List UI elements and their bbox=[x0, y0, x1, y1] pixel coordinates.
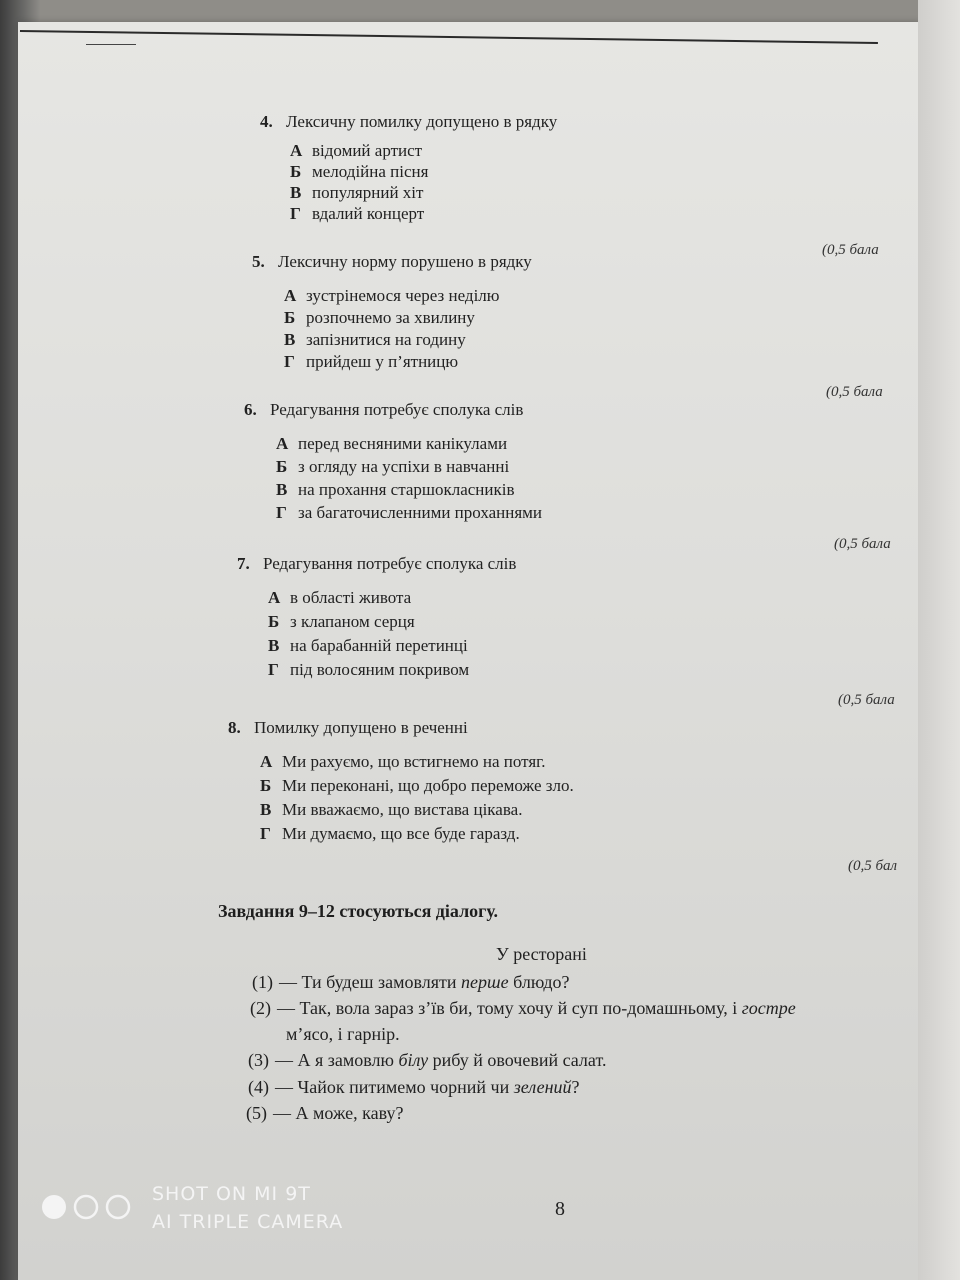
option-text: Ми вважаємо, що вистава цікава. bbox=[282, 800, 523, 819]
option-letter: В bbox=[290, 183, 302, 202]
answer-option bbox=[260, 800, 522, 820]
question-7 bbox=[237, 554, 516, 574]
answer-option bbox=[284, 330, 466, 350]
dialogue-text: ? bbox=[571, 1077, 580, 1097]
top-rule-short bbox=[86, 44, 136, 45]
answer-option bbox=[290, 204, 424, 224]
option-text: прийдеш у п’ятницю bbox=[306, 352, 459, 371]
option-text: з клапаном серця bbox=[290, 612, 415, 631]
page-number: 8 bbox=[555, 1198, 565, 1220]
dialogue-text: — Чайок питимемо чорний чи bbox=[275, 1077, 514, 1097]
dialogue-text: білу bbox=[398, 1050, 429, 1070]
question-number: 7. bbox=[237, 554, 250, 573]
option-letter: Б bbox=[284, 308, 296, 327]
answer-option bbox=[276, 503, 542, 523]
answer-option bbox=[290, 141, 422, 161]
option-letter: В bbox=[268, 636, 280, 655]
option-text: Ми переконані, що добро переможе зло. bbox=[282, 776, 574, 795]
dialogue-text: гостре bbox=[741, 998, 796, 1018]
points-label: (0,5 бал bbox=[848, 858, 898, 874]
answer-option bbox=[268, 588, 411, 608]
answer-option bbox=[276, 434, 507, 454]
dialogue-title: У ресторані bbox=[496, 944, 587, 964]
option-text: запізнитися на годину bbox=[306, 330, 466, 349]
option-text: вдалий концерт bbox=[312, 204, 425, 223]
dialogue-line bbox=[248, 1050, 606, 1071]
question-text: Лексичну помилку допущено в рядку bbox=[286, 112, 558, 131]
option-letter: Г bbox=[268, 660, 279, 679]
option-text: мелодійна пісня bbox=[312, 162, 429, 181]
dialogue-text: — А може, каву? bbox=[273, 1103, 404, 1123]
option-letter: Б bbox=[290, 162, 302, 181]
points-label: (0,5 бала bbox=[826, 384, 883, 400]
answer-option bbox=[276, 480, 515, 500]
question-number: 8. bbox=[228, 718, 241, 737]
points-label: (0,5 бала bbox=[838, 692, 895, 708]
dialogue-line-number: (2) bbox=[250, 998, 271, 1018]
question-8 bbox=[228, 718, 468, 738]
option-letter: Г bbox=[284, 352, 295, 371]
option-text: під волосяним покривом bbox=[290, 660, 470, 679]
dialogue-line-number: (1) bbox=[252, 972, 273, 992]
option-text: популярний хіт bbox=[312, 183, 424, 202]
answer-option bbox=[290, 183, 423, 203]
answer-option bbox=[260, 752, 545, 772]
answer-option bbox=[260, 776, 574, 796]
question-text: Редагування потребує сполука слів bbox=[263, 554, 517, 573]
question-text: Помилку допущено в реченні bbox=[254, 718, 468, 737]
option-text: з огляду на успіхи в навчанні bbox=[298, 457, 510, 476]
page-edge bbox=[918, 0, 960, 1280]
option-text: перед весняними канікулами bbox=[298, 434, 508, 453]
dialogue-text: — Так, вола зараз з’їв би, тому хочу й суп по-домашньому, і bbox=[277, 998, 742, 1018]
answer-option bbox=[284, 308, 475, 328]
option-letter: А bbox=[290, 141, 303, 160]
option-letter: Г bbox=[276, 503, 287, 522]
question-4 bbox=[260, 112, 557, 132]
dialogue-line-number: (3) bbox=[248, 1050, 269, 1070]
dialogue-text: перше bbox=[461, 972, 509, 992]
dialogue-text: рибу й овочевий салат. bbox=[428, 1050, 607, 1070]
answer-option bbox=[284, 286, 500, 306]
question-number: 4. bbox=[260, 112, 273, 131]
points-label: (0,5 бала bbox=[834, 536, 891, 552]
option-text: відомий артист bbox=[312, 141, 423, 160]
dialogue-line-number: (5) bbox=[246, 1103, 267, 1123]
question-5 bbox=[252, 252, 532, 272]
dialogue-line bbox=[286, 1024, 400, 1045]
option-letter: А bbox=[260, 752, 273, 771]
option-text: зустрінемося через неділю bbox=[306, 286, 500, 305]
question-text: Лексичну норму порушено в рядку bbox=[278, 252, 532, 271]
option-letter: В bbox=[284, 330, 296, 349]
option-letter: А bbox=[276, 434, 289, 453]
option-letter: Б bbox=[268, 612, 280, 631]
option-text: розпочнемо за хвилину bbox=[306, 308, 475, 327]
dialogue-text: м’ясо, і гарнір. bbox=[286, 1024, 400, 1044]
dialogue-line bbox=[250, 998, 796, 1019]
option-text: на барабанній перетинці bbox=[290, 636, 468, 655]
question-6 bbox=[244, 400, 523, 420]
dialogue-line bbox=[252, 972, 570, 993]
answer-option bbox=[284, 352, 458, 372]
answer-option bbox=[268, 636, 468, 656]
dialogue-line bbox=[248, 1077, 580, 1098]
answer-option bbox=[268, 660, 469, 680]
dialogue-text: зелений bbox=[513, 1077, 572, 1097]
answer-option bbox=[260, 824, 520, 844]
watermark-line2: AI TRIPLE CAMERA bbox=[152, 1211, 344, 1233]
mi-circles-icon bbox=[40, 1193, 140, 1223]
dialogue-text: — Ти будеш замовляти bbox=[279, 972, 462, 992]
section-heading: Завдання 9–12 стосуються діалогу. bbox=[218, 901, 499, 921]
option-letter: Г bbox=[260, 824, 271, 843]
option-letter: А bbox=[268, 588, 281, 607]
question-number: 5. bbox=[252, 252, 265, 271]
option-text: Ми рахуємо, що встигнемо на потяг. bbox=[282, 752, 546, 771]
option-letter: В bbox=[276, 480, 288, 499]
option-letter: Б bbox=[276, 457, 288, 476]
dialogue-line-number: (4) bbox=[248, 1077, 269, 1097]
answer-option bbox=[290, 162, 428, 182]
points-label: (0,5 бала bbox=[822, 242, 879, 258]
option-letter: Б bbox=[260, 776, 272, 795]
dialogue-line bbox=[246, 1103, 403, 1124]
option-letter: А bbox=[284, 286, 297, 305]
option-text: в області живота bbox=[290, 588, 412, 607]
dialogue-text: блюдо? bbox=[508, 972, 570, 992]
option-letter: Г bbox=[290, 204, 301, 223]
option-text: на прохання старшокласників bbox=[298, 480, 515, 499]
dialogue-text: — А я замовлю bbox=[275, 1050, 399, 1070]
watermark-line1: SHOT ON MI 9T bbox=[152, 1183, 311, 1205]
question-number: 6. bbox=[244, 400, 257, 419]
option-text: за багаточисленними проханнями bbox=[298, 503, 543, 522]
answer-option bbox=[276, 457, 509, 477]
option-letter: В bbox=[260, 800, 272, 819]
question-text: Редагування потребує сполука слів bbox=[270, 400, 524, 419]
answer-option bbox=[268, 612, 415, 632]
option-text: Ми думаємо, що все буде гаразд. bbox=[282, 824, 520, 843]
